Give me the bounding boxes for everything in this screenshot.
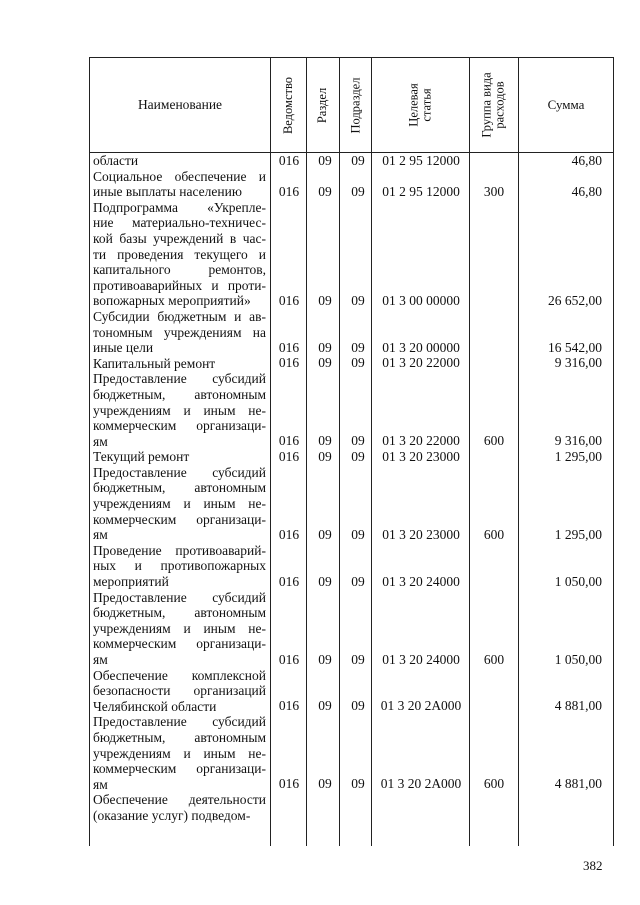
vedomstvo-cell: 016 — [278, 526, 300, 542]
row-name-line: бюджетным, автономным — [93, 605, 266, 621]
row-name-line: кой базы учреждений в час- — [93, 230, 266, 246]
row-name-line: Подпрограмма «Укрепле- — [93, 199, 266, 215]
table-row — [90, 153, 613, 169]
table-row — [90, 200, 613, 309]
row-name-line: коммерческим организаци- — [93, 636, 266, 652]
header-gruppa-label — [481, 72, 507, 137]
razdel-cell: 09 — [318, 433, 332, 449]
table-row — [90, 356, 613, 372]
row-name-line: учреждениям и иным не- — [93, 620, 266, 636]
gruppa-cell: 600 — [483, 433, 505, 449]
row-values — [90, 449, 613, 465]
summa-cell: 46,80 — [571, 183, 602, 199]
header-podrazdel-label: Подраздел — [348, 77, 362, 133]
row-name-line: иные цели — [93, 340, 154, 356]
razdel-cell: 09 — [318, 355, 332, 371]
header-summa — [519, 58, 613, 152]
vedomstvo-cell: 016 — [278, 183, 300, 199]
gruppa-cell: 600 — [483, 651, 505, 667]
summa-cell: 9 316,00 — [554, 433, 602, 449]
row-name-line: мероприятий — [93, 574, 169, 590]
vedomstvo-cell: 016 — [278, 152, 300, 168]
celevaya-cell: 01 3 20 00000 — [382, 339, 460, 355]
razdel-cell: 09 — [318, 698, 332, 714]
row-name-line: учреждениям и иным не- — [93, 496, 266, 512]
gruppa-cell: 600 — [483, 526, 505, 542]
table-body — [90, 153, 613, 824]
celevaya-cell: 01 3 20 23000 — [382, 448, 460, 464]
podrazdel-cell: 09 — [351, 152, 365, 168]
row-name-line: коммерческим организаци- — [93, 418, 266, 434]
table-row — [90, 371, 613, 449]
summa-cell: 4 881,00 — [554, 776, 602, 792]
row-name-line: ние материально-техничес- — [93, 215, 266, 231]
row-name-line: Предоставление субсидий — [93, 464, 266, 480]
row-name-line: ям — [93, 652, 108, 667]
row-name-line: Текущий ремонт — [93, 449, 190, 465]
row-name-line: коммерческим организаци- — [93, 761, 266, 777]
row-name-line: коммерческим организаци- — [93, 511, 266, 527]
row-name-line: капитального ремонтов, — [93, 262, 266, 278]
row-name-line: Субсидии бюджетным и ав- — [93, 308, 266, 324]
podrazdel-cell: 09 — [351, 355, 365, 371]
row-values — [90, 808, 613, 824]
row-name-line: Обеспечение деятельности — [93, 792, 266, 808]
vedomstvo-cell: 016 — [278, 776, 300, 792]
row-values — [90, 527, 613, 543]
razdel-cell: 09 — [318, 339, 332, 355]
table-row — [90, 714, 613, 792]
gruppa-cell: 300 — [483, 183, 505, 199]
row-name-line: бюджетным, автономным — [93, 480, 266, 496]
header-razdel-label: Раздел — [315, 87, 330, 123]
row-name-line: ных и противопожарных — [93, 558, 266, 574]
vedomstvo-cell: 016 — [278, 339, 300, 355]
razdel-cell: 09 — [318, 573, 332, 589]
header-razdel — [307, 58, 339, 152]
row-name-line: Социальное обеспечение и — [93, 168, 266, 184]
row-values — [90, 698, 613, 714]
header-vedomstvo — [271, 58, 306, 152]
row-values — [90, 184, 613, 200]
header-name-label: Наименование — [137, 97, 223, 112]
podrazdel-cell: 09 — [351, 448, 365, 464]
summa-cell: 1 050,00 — [554, 651, 602, 667]
vedomstvo-cell: 016 — [278, 292, 300, 308]
row-name-line: вопожарных мероприятий» — [93, 293, 251, 309]
row-name-line: бюджетным, автономным — [93, 729, 266, 745]
razdel-cell: 09 — [318, 292, 332, 308]
razdel-cell: 09 — [318, 776, 332, 792]
celevaya-cell: 01 3 20 22000 — [382, 355, 460, 371]
podrazdel-cell: 09 — [351, 698, 365, 714]
gruppa-cell: 600 — [483, 776, 505, 792]
row-name-line: ям — [93, 527, 108, 543]
vedomstvo-cell: 016 — [278, 698, 300, 714]
table-row — [90, 309, 613, 356]
row-values — [90, 293, 613, 309]
row-name-line: Предоставление субсидий — [93, 714, 266, 730]
header-celevaya-line1: Целевая — [406, 83, 421, 127]
row-name-line: ям — [93, 433, 108, 449]
row-name-line: иные выплаты населению — [93, 184, 242, 200]
celevaya-cell: 01 3 00 00000 — [382, 292, 460, 308]
row-name-line: тономным учреждениям на — [93, 324, 266, 340]
table-row — [90, 543, 613, 590]
podrazdel-cell: 09 — [351, 776, 365, 792]
vedomstvo-cell: 016 — [278, 573, 300, 589]
podrazdel-cell: 09 — [351, 526, 365, 542]
podrazdel-cell: 09 — [351, 651, 365, 667]
razdel-cell: 09 — [318, 448, 332, 464]
row-name-line: безопасности организаций — [93, 683, 266, 699]
celevaya-cell: 01 3 20 24000 — [382, 651, 460, 667]
header-gruppa-line2: расходов — [493, 81, 508, 129]
summa-cell: 1 050,00 — [554, 573, 602, 589]
vedomstvo-cell: 016 — [278, 433, 300, 449]
row-name-line: Челябинской области — [93, 698, 217, 714]
summa-cell: 9 316,00 — [554, 355, 602, 371]
celevaya-cell: 01 3 20 2А000 — [380, 776, 462, 792]
header-name — [90, 58, 270, 152]
row-name-line: Капитальный ремонт — [93, 355, 216, 371]
celevaya-cell: 01 3 20 23000 — [382, 526, 460, 542]
razdel-cell: 09 — [318, 183, 332, 199]
table-row — [90, 449, 613, 465]
row-name-line: Обеспечение комплексной — [93, 667, 266, 683]
table-header — [90, 58, 613, 153]
header-gruppa-line1: Группа вида — [480, 72, 495, 138]
row-values — [90, 433, 613, 449]
header-celevaya-label — [408, 83, 434, 126]
header-vedomstvo-label: Ведомство — [281, 76, 295, 134]
row-name-line: ти проведения текущего и — [93, 246, 266, 262]
table-row — [90, 792, 613, 823]
row-name-line: Предоставление субсидий — [93, 589, 266, 605]
row-values — [90, 153, 613, 169]
header-podrazdel — [340, 58, 371, 152]
podrazdel-cell: 09 — [351, 292, 365, 308]
header-gruppa — [470, 58, 518, 152]
page-number: 382 — [583, 858, 603, 873]
row-name-line: ям — [93, 776, 108, 792]
celevaya-cell: 01 2 95 12000 — [382, 183, 460, 199]
row-name-line: учреждениям и иным не- — [93, 402, 266, 418]
celevaya-cell: 01 3 20 24000 — [382, 573, 460, 589]
table-row — [90, 169, 613, 200]
row-name-line: области — [93, 153, 139, 168]
vedomstvo-cell: 016 — [278, 448, 300, 464]
row-values — [90, 652, 613, 668]
row-name-line: (оказание услуг) подведом- — [93, 807, 251, 823]
vedomstvo-cell: 016 — [278, 651, 300, 667]
row-name-line: Предоставление субсидий — [93, 371, 266, 387]
summa-cell: 4 881,00 — [554, 698, 602, 714]
podrazdel-cell: 09 — [351, 433, 365, 449]
summa-cell: 46,80 — [571, 152, 602, 168]
row-name-line: противоаварийных и проти- — [93, 277, 266, 293]
celevaya-cell: 01 3 20 22000 — [382, 433, 460, 449]
row-name-line: Проведение противоаварий- — [93, 542, 266, 558]
summa-cell: 1 295,00 — [554, 448, 602, 464]
row-name-line: бюджетным, автономным — [93, 386, 266, 402]
summa-cell: 26 652,00 — [548, 292, 602, 308]
razdel-cell: 09 — [318, 526, 332, 542]
podrazdel-cell: 09 — [351, 339, 365, 355]
table-row — [90, 465, 613, 543]
header-celevaya-line2: статья — [419, 88, 434, 122]
row-values — [90, 340, 613, 356]
podrazdel-cell: 09 — [351, 183, 365, 199]
table-row — [90, 590, 613, 668]
row-values — [90, 574, 613, 590]
row-values — [90, 776, 613, 792]
razdel-cell: 09 — [318, 152, 332, 168]
summa-cell: 1 295,00 — [554, 526, 602, 542]
header-celevaya — [372, 58, 469, 152]
celevaya-cell: 01 2 95 12000 — [382, 152, 460, 168]
summa-cell: 16 542,00 — [548, 339, 602, 355]
table-row — [90, 668, 613, 715]
row-name-line: учреждениям и иным не- — [93, 745, 266, 761]
vedomstvo-cell: 016 — [278, 355, 300, 371]
row-values — [90, 355, 613, 371]
celevaya-cell: 01 3 20 2А000 — [380, 698, 462, 714]
podrazdel-cell: 09 — [351, 573, 365, 589]
budget-table — [89, 57, 614, 846]
header-summa-label: Сумма — [547, 97, 585, 112]
razdel-cell: 09 — [318, 651, 332, 667]
